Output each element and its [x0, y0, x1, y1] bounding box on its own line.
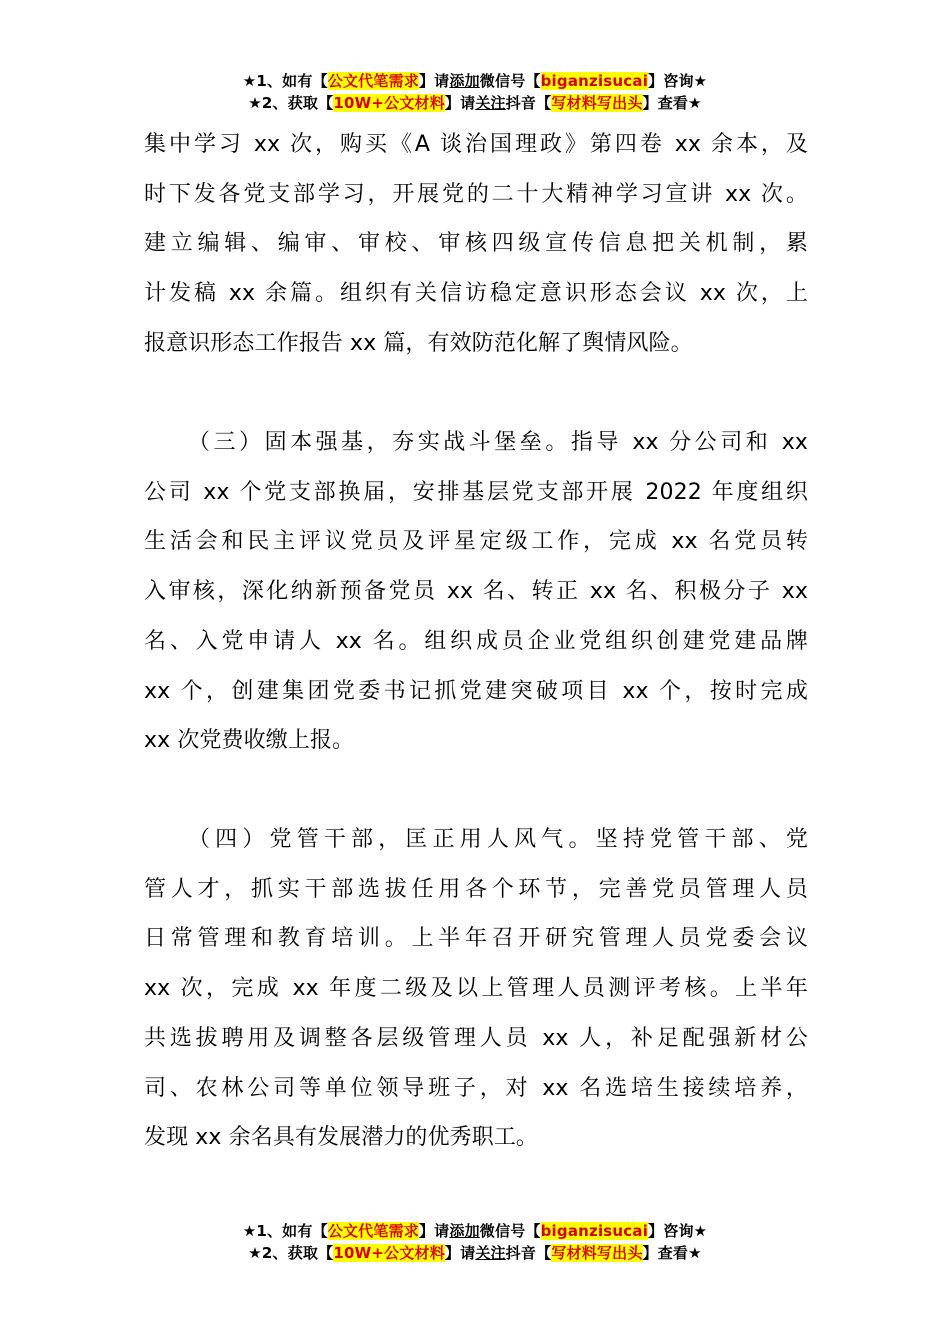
text-line: 公司 xx 个党支部换届，安排基层党支部开展 2022 年度组织 [144, 479, 808, 505]
banner-line-2 [0, 92, 950, 114]
banner-underlined: 关注 [475, 1244, 506, 1262]
highlight-wechat-id: biganzisucai [540, 72, 649, 90]
text-line: 日常管理和教育培训。上半年召开研究管理人员党委会议 [144, 926, 808, 952]
highlight-douyin: 写材料写出头 [551, 94, 643, 112]
text-line: 入审核，深化纳新预备党员 xx 名、转正 xx 名、积极分子 xx [144, 579, 808, 605]
text-line: 报意识形态工作报告 xx 篇，有效防范化解了舆情风险。 [144, 330, 693, 356]
banner-text: 抖音【 [505, 94, 552, 112]
text-line: 生活会和民主评议党员及评星定级工作，完成 xx 名党员转 [144, 529, 808, 555]
banner-text: ★2、获取【 [248, 1244, 334, 1262]
banner-line-1 [0, 1220, 950, 1242]
text-line: 共选拔聘用及调整各层级管理人员 xx 人，补足配强新材公 [144, 1025, 808, 1051]
banner-text: 】请 [418, 1222, 450, 1240]
banner-text: 】咨询★ [648, 72, 708, 90]
banner-text: 】查看★ [642, 94, 702, 112]
text-line: 名、入党申请人 xx 名。组织成员企业党组织创建党建品牌 [144, 628, 808, 654]
highlight-materials: 10W+公文材料 [333, 1244, 445, 1262]
text-line: 司、农林公司等单位领导班子，对 xx 名选培生接续培养， [144, 1075, 808, 1101]
banner-text: 抖音【 [505, 1244, 552, 1262]
banner-text: 】请 [444, 94, 476, 112]
banner-line-2 [0, 1242, 950, 1264]
banner-text: 】请 [444, 1244, 476, 1262]
highlight-service: 公文代笔需求 [327, 72, 419, 90]
text-line: 管人才，抓实干部选拔任用各个环节，完善党员管理人员 [144, 876, 808, 902]
banner-text: 微信号【 [479, 72, 541, 90]
text-line: （四）党管干部，匡正用人风气。坚持党管干部、党 [188, 827, 808, 852]
text-line: 建立编辑、编审、审校、审核四级宣传信息把关机制，累 [144, 231, 808, 257]
text-line: 计发稿 xx 余篇。组织有关信访稳定意识形态会议 xx 次，上 [144, 281, 808, 307]
banner-underlined: 关注 [475, 94, 506, 112]
banner-text: 】查看★ [642, 1244, 702, 1262]
text-line: xx 次党费收缴上报。 [144, 728, 355, 754]
highlight-service: 公文代笔需求 [327, 1222, 419, 1240]
paragraph-foundation [144, 418, 808, 766]
banner-underlined: 添加 [449, 1222, 480, 1240]
highlight-materials: 10W+公文材料 [333, 94, 445, 112]
text-line: xx 次，完成 xx 年度二级及以上管理人员测评考核。上半年 [144, 976, 808, 1002]
text-line: 时下发各党支部学习，开展党的二十大精神学习宣讲 xx 次。 [144, 181, 808, 207]
banner-text: ★1、如有【 [242, 72, 328, 90]
banner-text: ★1、如有【 [242, 1222, 328, 1240]
paragraph-study [144, 120, 808, 369]
text-line: xx 个，创建集团党委书记抓党建突破项目 xx 个，按时完成 [144, 678, 808, 704]
banner-text: ★2、获取【 [248, 94, 334, 112]
banner-text: 】请 [418, 72, 450, 90]
footer-banner [0, 1220, 950, 1264]
banner-text: 微信号【 [479, 1222, 541, 1240]
text-line: 发现 xx 余名具有发展潜力的优秀职工。 [144, 1125, 539, 1151]
text-line: 集中学习 xx 次，购买《A 谈治国理政》第四卷 xx 余本，及 [144, 132, 808, 157]
banner-text: 】咨询★ [648, 1222, 708, 1240]
highlight-douyin: 写材料写出头 [551, 1244, 643, 1262]
header-banner [0, 70, 950, 114]
banner-underlined: 添加 [449, 72, 480, 90]
banner-line-1 [0, 70, 950, 92]
highlight-wechat-id: biganzisucai [540, 1222, 649, 1240]
paragraph-cadres [144, 815, 808, 1163]
text-line: （三）固本强基，夯实战斗堡垒。指导 xx 分公司和 xx [188, 430, 808, 455]
